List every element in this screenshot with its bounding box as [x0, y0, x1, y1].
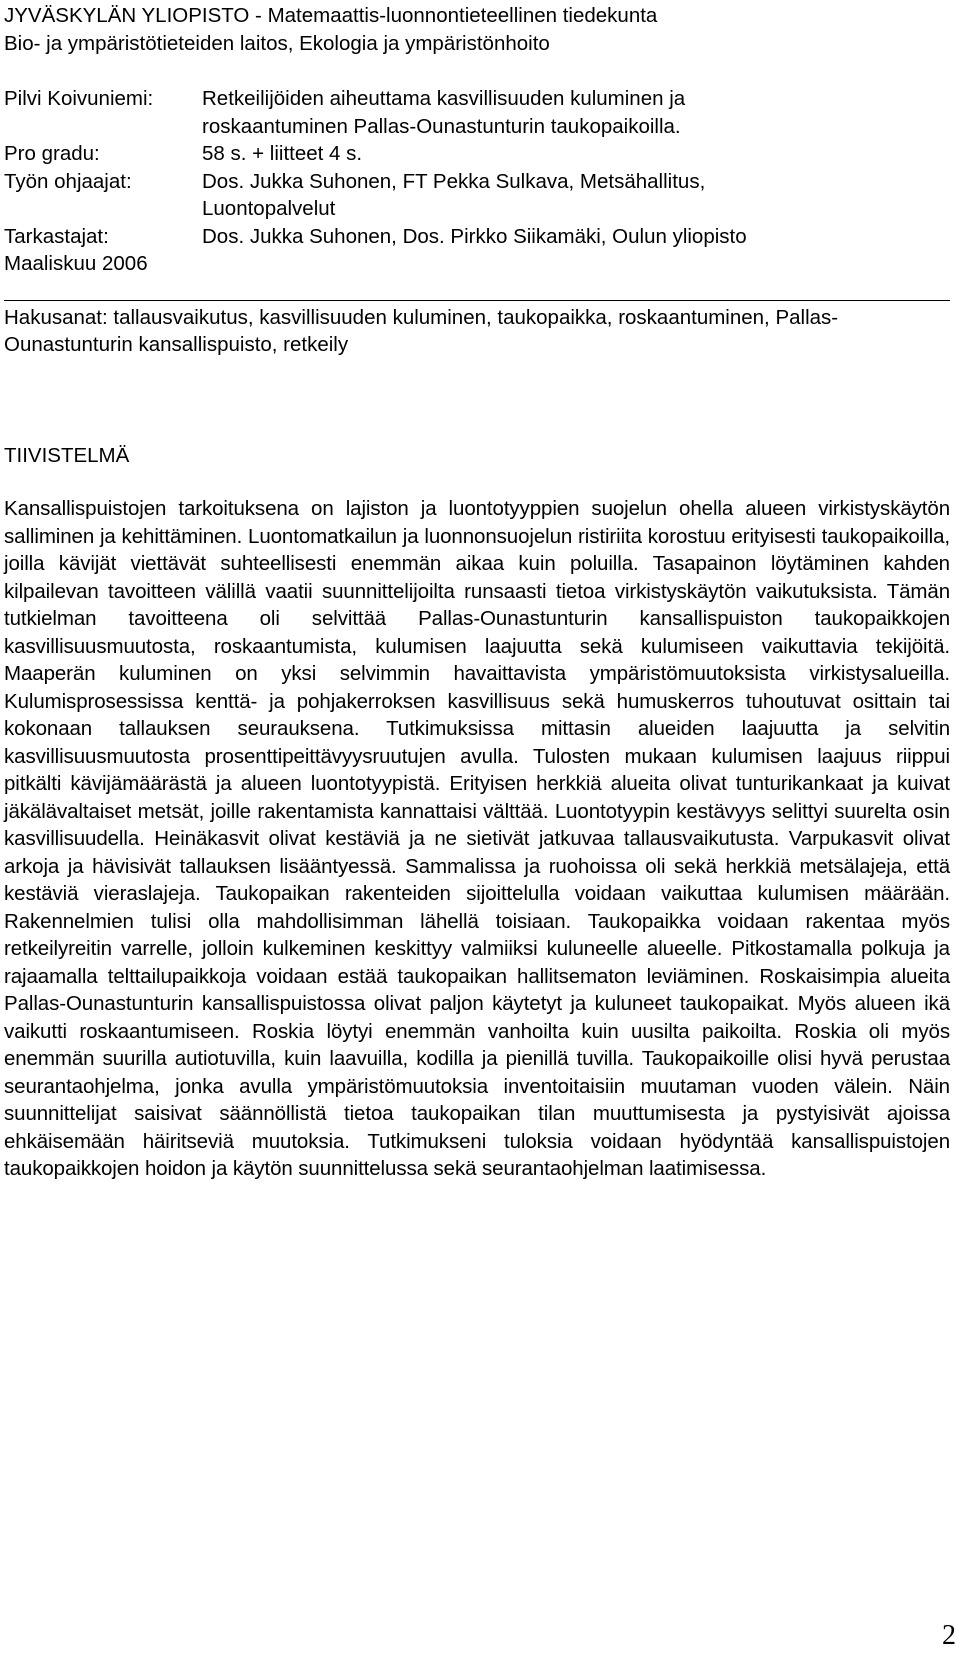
thesis-metadata — [4, 85, 762, 250]
page-number: 2 — [942, 1620, 956, 1651]
thesis-type-row — [4, 140, 762, 168]
university-faculty-line: JYVÄSKYLÄN YLIOPISTO - Matemaattis-luonnontieteellinen tiedekunta — [4, 4, 658, 27]
page-count: 58 s. + liitteet 4 s. — [202, 142, 363, 165]
reviewers-label: Tarkastajat: — [4, 224, 109, 248]
page-content — [4, 2, 950, 1183]
publication-date: Maaliskuu 2006 — [4, 252, 148, 275]
thesis-title: Retkeilijöiden aiheuttama kasvillisuuden kuluminen ja roskaantuminen Pallas-Ounastunturin taukopaikoilla. — [202, 87, 686, 138]
department-line: Bio- ja ympäristötieteiden laitos, Ekologia ja ympäristönhoito — [4, 31, 550, 55]
author-row — [4, 85, 762, 140]
abstract-body: Kansallispuistojen tarkoituksena on lajiston ja luontotyyppien suojelun ohella alueen virkistyskäytön salliminen ja kehittäminen. Luontomatkailun ja luonnonsuojelun ristiriita korostuu erityisesti taukopaikoilla, joilla kävijät viettävät suhteellisesti enemmän aikaa kuin poluilla. Tasapainon löytäminen kahden kilpailevan tavoitteen välillä vaatii suunnittelijoilta runsaasti tietoa virkistyskäytön vaikutuksista. Tämän tutkielman tavoitteena oli selvittää Pallas-Ounastunturin kansallispuiston taukopaikkojen kasvillisuusmuutosta, roskaantumista, kulumisen laajuutta sekä kulumiseen vaikuttavia tekijöitä. Maaperän kuluminen on yksi selvimmin havaittavista ympäristömuutoksista virkistysalueilla. Kulumisprosessissa kenttä- ja pohjakerroksen kasvillisuus sekä humuskerros tuhoutuvat osittain tai kokonaan tallauksen seurauksena. Tutkimuksissa mittasin alueiden laajuutta ja selvitin kasvillisuusmuutosta prosenttipeittävyysruutujen avulla. Tulosten mukaan kulumisen laajuus riippui pitkälti kävijämäärästä ja alueen luontotyypistä. Erityisen herkkiä alueita olivat tunturikankaat ja kuivat jäkälävaltaiset metsät, joille rakentamista kannattaisi välttää. Luontotyypin kestävyys selittyi suurelta osin kasvillisuudella. Heinäkasvit olivat kestäviä ja ne sietivät jatkuvaa tallausvaikutusta. Varpukasvit olivat arkoja ja hävisivät tallauksen lisääntyessä. Sammalissa ja ruohoissa oli sekä herkkiä metsälajeja, että kestäviä vieraslajeja. Taukopaikan rakenteiden sijoittelulla voidaan vaikuttaa kulumisen määrään. Rakennelmien tulisi olla mahdollisimman lähellä toisiaan. Taukopaikka voidaan rakentaa myös retkeilyreitin varrelle, jolloin kulkeminen keskittyy valmiiksi kuluneelle alueelle. Pitkostamalla polkuja ja rajaamalla telttailupaikkoja voidaan estää taukopaikan hallitsematon leviäminen. Roskaisimpia alueita Pallas-Ounastunturin kansallispuistossa olivat paljon käytetyt ja kuluneet taukopaikat. Myös alueen ikä vaikutti roskaantumiseen. Roskia löytyi enemmän vanhoilta kuin uusilta paikoilta. Roskia oli myös enemmän suurilla autiotuvilla, kuin laavuilla, kodilla ja pienillä tuvilla. Taukopaikoille olisi hyvä perustaa seurantaohjelma, jonka avulla ympäristömuutoksia inventoitaisiin muutaman vuoden välein. Näin suunnittelijat saisivat säännöllistä tietoa taukopaikan tilan muuttumisesta ja pystyisivät ajoissa ehkäisemään häiritseviä muutoksia. Tutkimukseni tuloksia voidaan hyödyntää kansallispuistojen taukopaikkojen hoidon ja käytön suunnittelussa sekä seurantaohjelman laatimisessa. — [4, 497, 950, 1180]
supervisors-label: Työn ohjaajat: — [4, 169, 132, 193]
thesis-type-label: Pro gradu: — [4, 142, 100, 165]
supervisors-row — [4, 168, 762, 223]
divider-rule — [4, 300, 950, 301]
supervisors-value: Dos. Jukka Suhonen, FT Pekka Sulkava, Metsähallitus, Luontopalvelut — [202, 169, 706, 220]
keywords: Hakusanat: tallausvaikutus, kasvillisuuden kuluminen, taukopaikka, roskaantuminen, Pallas-Ounastunturin kansallispuisto, retkeily — [4, 305, 839, 356]
author-name: Pilvi Koivuniemi: — [4, 87, 154, 110]
reviewers-value: Dos. Jukka Suhonen, Dos. Pirkko Siikamäki, Oulun yliopisto — [202, 224, 747, 248]
reviewers-row — [4, 223, 762, 251]
abstract-heading: TIIVISTELMÄ — [4, 443, 130, 467]
